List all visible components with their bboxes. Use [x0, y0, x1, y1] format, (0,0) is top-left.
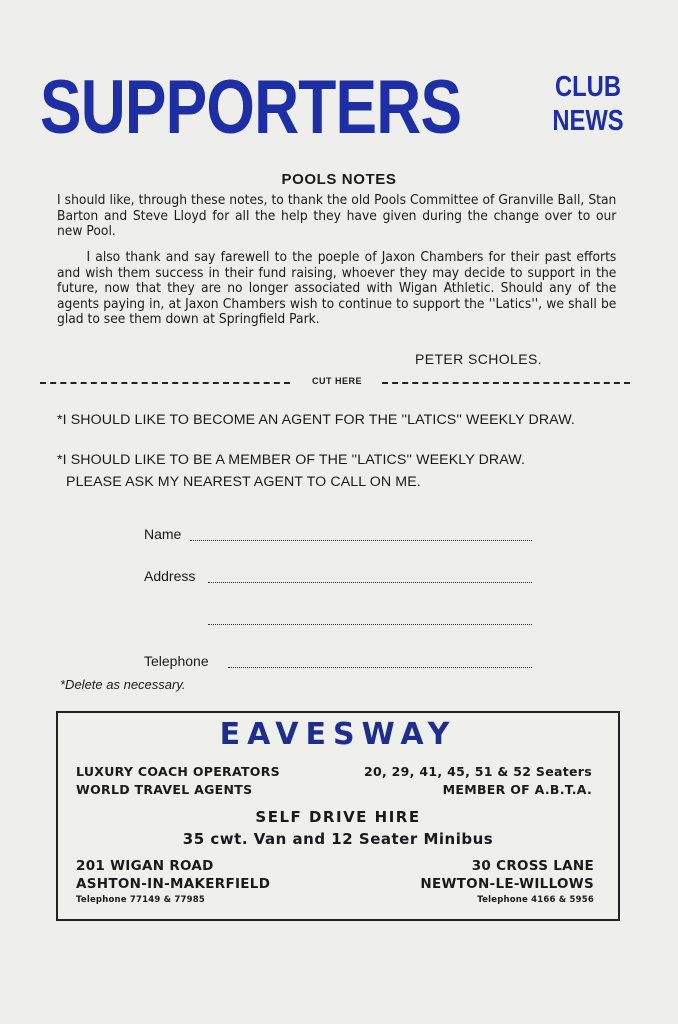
cut-here-divider: [40, 376, 630, 390]
masthead-title: SUPPORTERS: [40, 65, 462, 150]
newton-street: 30 CROSS LANE: [471, 858, 594, 874]
advert-fleet-line1: 20, 29, 41, 45, 51 & 52 Seaters: [363, 764, 592, 779]
address-label: Address: [144, 568, 196, 584]
cut-here-label: CUT HERE: [311, 376, 362, 386]
ashton-street: 201 WIGAN ROAD: [76, 858, 214, 874]
masthead-sub-news: NEWS: [552, 105, 624, 137]
pools-paragraph-1: I should like, through these notes, to thank the old Pools Committee of Granville Ball, Stan Barton and Steve Lloyd for all the help they have given during the change over to our new Pool.: [57, 193, 617, 240]
advert-services: [76, 763, 280, 799]
name-label: Name: [144, 526, 182, 542]
pools-paragraph-2: I also thank and say farewell to the poeple of Jaxon Chambers for their past efforts and wish them success in their fund raising, whoever they may decide to support in the future, now that they are no longer associated with Wigan Athletic. Should any of the agents paying in, at Jaxon Chambers wish to continue to support the ''Latics'', we shall be glad to see them down at Springfield Park.: [57, 250, 617, 328]
advert-fleet-line2: MEMBER OF A.B.T.A.: [442, 782, 592, 797]
eavesway-advert: [56, 711, 620, 921]
member-option-line1: *I SHOULD LIKE TO BE A MEMBER OF THE ''LATICS'' WEEKLY DRAW.: [57, 452, 526, 468]
masthead-subtitle: [539, 70, 637, 138]
advert-address-newton: [420, 857, 594, 907]
pools-notes-heading: POOLS NOTES: [281, 171, 397, 188]
advert-services-line2: WORLD TRAVEL AGENTS: [76, 782, 253, 797]
masthead-sub-club: CLUB: [554, 71, 622, 103]
ashton-town: ASHTON-IN-MAKERFIELD: [76, 876, 271, 892]
advert-vehicles: 35 cwt. Van and 12 Seater Minibus: [182, 830, 494, 848]
address-dotted-line[interactable]: [208, 582, 532, 583]
telephone-label: Telephone: [144, 653, 209, 669]
newton-town: NEWTON-LE-WILLOWS: [420, 876, 594, 892]
advert-self-drive: SELF DRIVE HIRE: [255, 808, 421, 826]
telephone-dotted-line[interactable]: [228, 667, 532, 668]
newton-telephone: Telephone 4166 & 5956: [477, 895, 594, 905]
advert-fleet: [364, 763, 592, 799]
member-option-line2: PLEASE ASK MY NEAREST AGENT TO CALL ON ME.: [66, 474, 421, 490]
cut-dash-left: [40, 382, 290, 384]
advert-brand: EAVESWAY: [219, 717, 457, 752]
ashton-telephone: Telephone 77149 & 77985: [76, 895, 205, 905]
name-dotted-line[interactable]: [190, 540, 532, 541]
advert-address-ashton: [76, 857, 270, 907]
cut-dash-right: [382, 382, 630, 384]
delete-footnote: *Delete as necessary.: [60, 677, 186, 692]
member-option: [57, 452, 627, 491]
advert-services-line1: LUXURY COACH OPERATORS: [76, 764, 280, 779]
agent-option: *I SHOULD LIKE TO BECOME AN AGENT FOR THE ''LATICS'' WEEKLY DRAW.: [57, 412, 575, 428]
address-dotted-line-2[interactable]: [208, 624, 532, 625]
masthead: [40, 65, 640, 150]
author-signature: PETER SCHOLES.: [415, 351, 542, 367]
